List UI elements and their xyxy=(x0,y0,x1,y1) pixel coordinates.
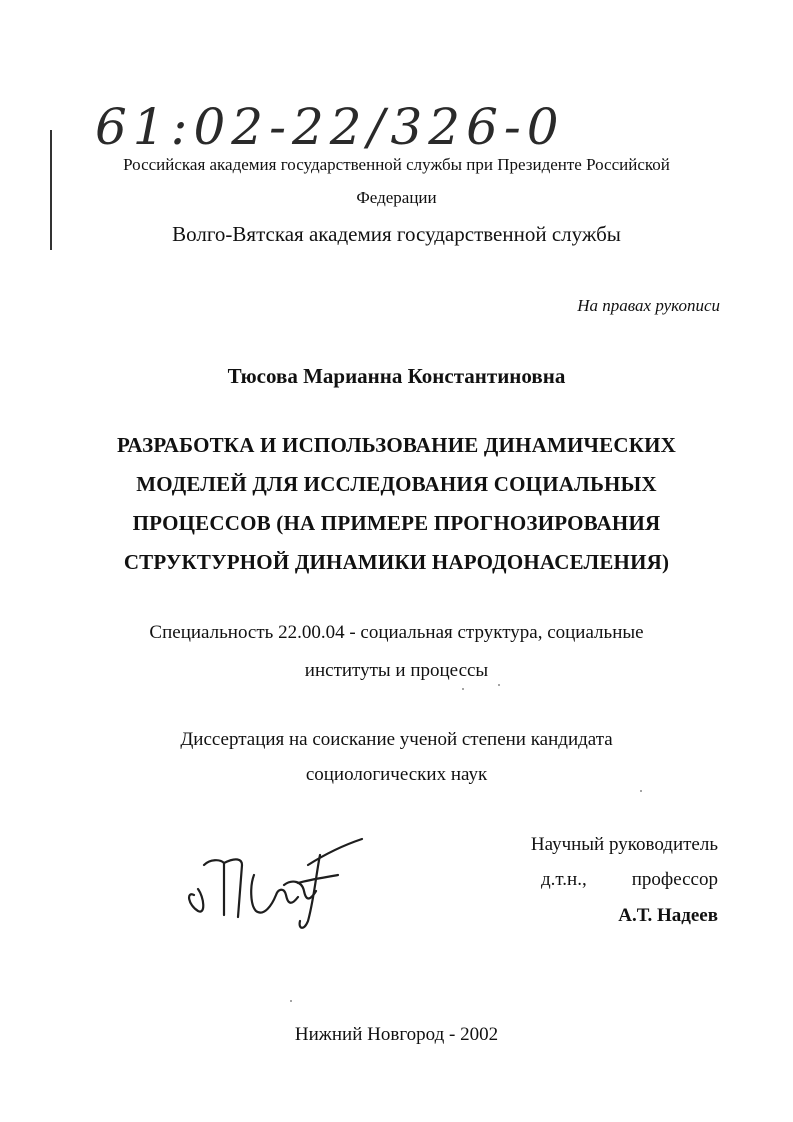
scan-speck xyxy=(290,1000,292,1002)
signature-stroke xyxy=(298,875,338,883)
signature-stroke xyxy=(251,875,298,913)
signature-stroke xyxy=(308,839,362,865)
supervisor-role: Научный руководитель xyxy=(530,834,718,855)
title-line-4: СТРУКТУРНОЙ ДИНАМИКИ НАРОДОНАСЕЛЕНИЯ) xyxy=(123,550,670,574)
author-name: Тюсова Марианна Константиновна xyxy=(227,364,566,388)
academy-name: Волго-Вятская академия государственной службы xyxy=(172,222,621,246)
signature-stroke xyxy=(224,859,242,917)
title-line-2: МОДЕЛЕЙ ДЛЯ ИССЛЕДОВАНИЯ СОЦИАЛЬНЫХ xyxy=(136,472,657,496)
title-line-1: РАЗРАБОТКА И ИСПОЛЬЗОВАНИЕ ДИНАМИЧЕСКИХ xyxy=(116,433,677,457)
supervisor-rank: профессор xyxy=(631,869,718,890)
signature-stroke xyxy=(284,882,316,899)
specialty-line-1: Специальность 22.00.04 - социальная структура, социальные xyxy=(149,622,644,643)
city-year: Нижний Новгород - 2002 xyxy=(294,1024,499,1045)
organization-line-2: Федерации xyxy=(356,188,437,207)
supervisor-name: А.Т. Надеев xyxy=(618,905,718,926)
signature-svg xyxy=(180,825,370,935)
signature xyxy=(180,825,370,935)
dissertation-line-2: социологических наук xyxy=(305,764,488,785)
scan-speck xyxy=(498,684,500,686)
specialty-line-2: институты и процессы xyxy=(304,660,489,681)
title-line-3: ПРОЦЕССОВ (НА ПРИМЕРЕ ПРОГНОЗИРОВАНИЯ xyxy=(132,511,661,535)
supervisor-degree: д.т.н., xyxy=(541,869,587,890)
scan-speck xyxy=(640,790,642,792)
dissertation-line-1: Диссертация на соискание ученой степени кандидата xyxy=(180,729,613,750)
handwritten-number-text: 61:02-22/326-0 xyxy=(95,98,565,156)
scan-speck xyxy=(462,688,464,690)
manuscript-note: На правах рукописи xyxy=(577,296,720,315)
signature-stroke xyxy=(204,860,224,915)
organization-line-1: Российская академия государственной службы при Президенте Российской xyxy=(123,155,670,174)
signature-stroke xyxy=(189,889,203,912)
